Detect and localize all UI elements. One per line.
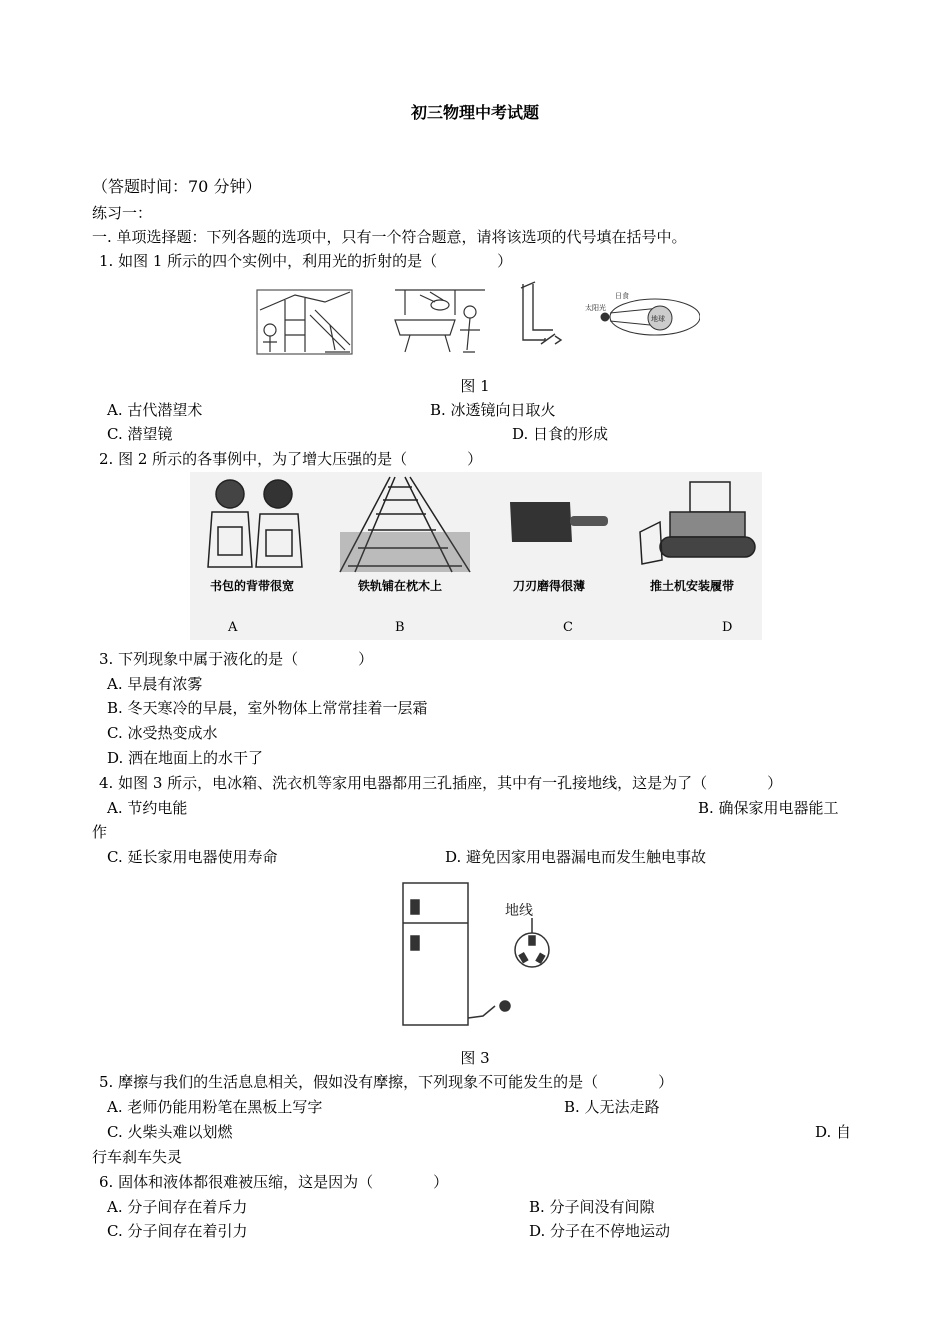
q5-option-a: A. 老师仍能用粉笔在黑板上写字 — [107, 1098, 323, 1116]
fig2-caption-b: 铁轨铺在枕木上 — [358, 579, 443, 593]
fig2-caption-a: 书包的背带很宽 — [210, 579, 295, 593]
figure-3 — [395, 878, 555, 1028]
exercise-label: 练习一： — [92, 204, 153, 222]
q5-option-b: B. 人无法走路 — [564, 1098, 660, 1116]
fig3-ground-label: 地线 — [505, 903, 533, 919]
q5-option-d-continued: 行车刹车失灵 — [92, 1148, 183, 1166]
q6-stem: 6. 固体和液体都很难被压缩，这是因为（ ） — [99, 1173, 449, 1191]
figure-2 — [190, 472, 762, 640]
q3-option-b: B. 冬天寒冷的早晨，室外物体上常常挂着一层霜 — [107, 699, 428, 717]
figure-1-drawing — [255, 280, 700, 360]
q5-option-c: C. 火柴头难以划燃 — [107, 1123, 233, 1141]
fig2-letter-c: C — [563, 620, 573, 635]
figure-1 — [255, 280, 700, 360]
q3-option-a: A. 早晨有浓雾 — [107, 675, 203, 693]
figure-2-drawing — [190, 472, 762, 612]
q3-stem: 3. 下列现象中属于液化的是（ ） — [99, 650, 374, 668]
fig2-letter-a: A — [228, 620, 238, 635]
section-heading: 一. 单项选择题：下列各题的选项中，只有一个符合题意，请将该选项的代号填在括号中。 — [92, 228, 687, 246]
q2-stem: 2. 图 2 所示的各事例中，为了增大压强的是（ ） — [99, 450, 483, 468]
q4-stem: 4. 如图 3 所示，电冰箱、洗衣机等家用电器都用三孔插座，其中有一孔接地线，这是为了（ ） — [99, 774, 783, 792]
q1-stem: 1. 如图 1 所示的四个实例中，利用光的折射的是（ ） — [99, 252, 513, 270]
page-title: 初三物理中考试题 — [410, 103, 539, 122]
fig1-label-earth: 地球 — [651, 315, 665, 323]
q6-option-a: A. 分子间存在着斥力 — [107, 1198, 248, 1216]
time-note: （答题时间：70 分钟） — [92, 177, 262, 196]
q4-option-c: C. 延长家用电器使用寿命 — [107, 848, 278, 866]
fig1-label-eclipse: 日食 — [615, 292, 629, 300]
fig2-caption-d: 推土机安装履带 — [650, 579, 735, 593]
fig2-letter-b: B — [395, 620, 405, 635]
q4-option-d: D. 避免因家用电器漏电而发生触电事故 — [445, 848, 707, 866]
fig1-caption: 图 1 — [460, 377, 490, 395]
q4-option-b-continued: 作 — [92, 823, 108, 841]
fig2-letter-d: D — [722, 620, 733, 635]
q1-option-d: D. 日食的形成 — [512, 425, 609, 443]
q6-option-c: C. 分子间存在着引力 — [107, 1222, 248, 1240]
q1-option-b: B. 冰透镜向日取火 — [430, 401, 556, 419]
q6-option-d: D. 分子在不停地运动 — [529, 1222, 671, 1240]
q4-option-b: B. 确保家用电器能工 — [698, 799, 839, 817]
q4-option-a: A. 节约电能 — [107, 799, 188, 817]
q5-option-d: D. 自 — [815, 1123, 852, 1141]
fig2-caption-c: 刀刃磨得很薄 — [513, 579, 586, 593]
figure-3-drawing — [395, 878, 555, 1028]
q3-option-d: D. 洒在地面上的水干了 — [107, 749, 264, 767]
q6-option-b: B. 分子间没有间隙 — [529, 1198, 655, 1216]
q1-option-a: A. 古代潜望术 — [107, 401, 203, 419]
fig3-caption: 图 3 — [460, 1049, 490, 1067]
q3-option-c: C. 冰受热变成水 — [107, 724, 218, 742]
fig1-label-sunlight: 太阳光 — [585, 304, 606, 312]
q5-stem: 5. 摩擦与我们的生活息息相关，假如没有摩擦，下列现象不可能发生的是（ ） — [99, 1073, 674, 1091]
q1-option-c: C. 潜望镜 — [107, 425, 173, 443]
